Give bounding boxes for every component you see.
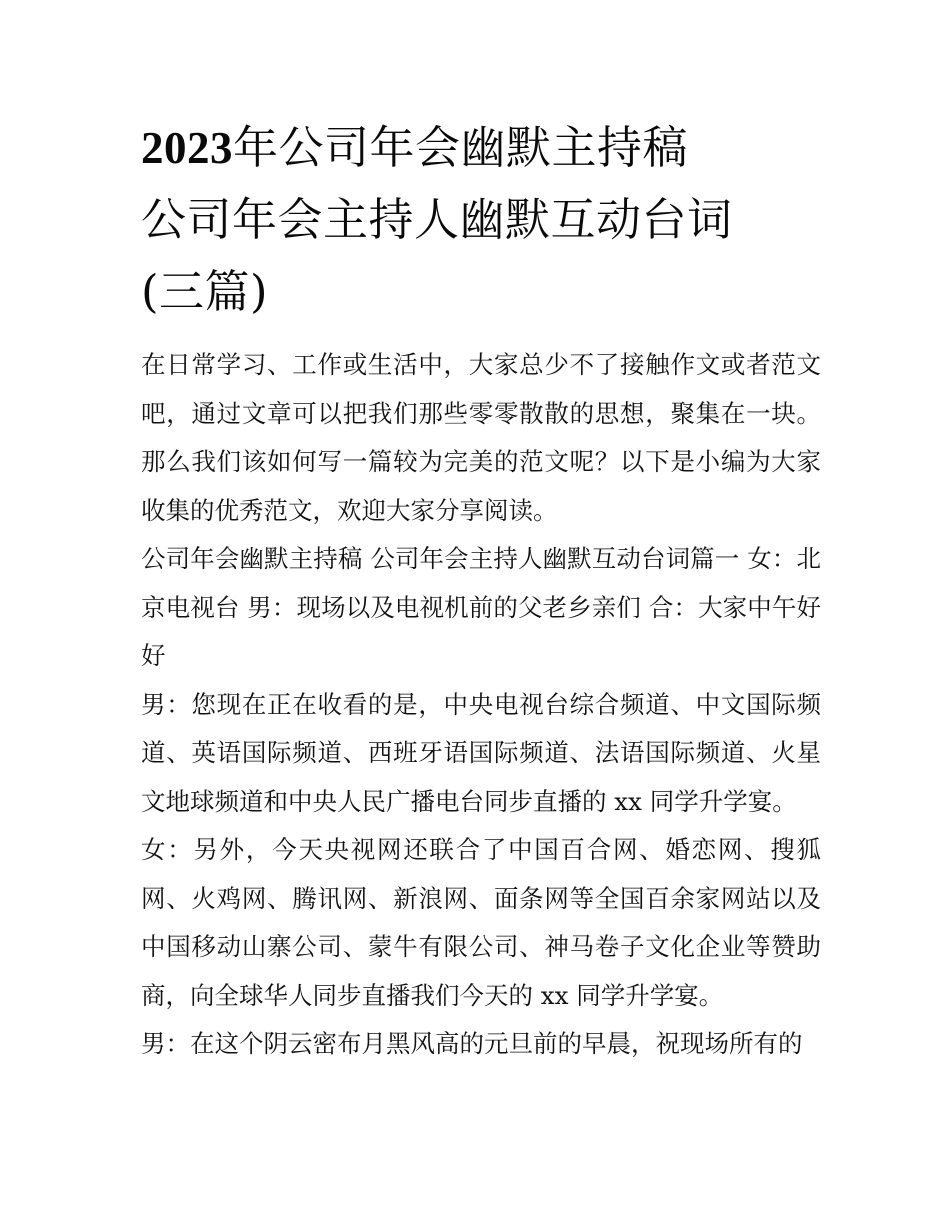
title-line-2: 公司年会主持人幽默互动台词	[141, 193, 733, 246]
document-body	[141, 341, 821, 1069]
paragraph-male-2: 男：在这个阴云密布月黑风高的元旦前的早晨，祝现场所有的	[141, 1029, 803, 1058]
paragraph-male-1: 男：您现在正在收看的是，中央电视台综合频道、中文国际频道、英语国际频道、西班牙语国际频道、法语国际频道、火星文地球频道和中央人民广播电台同步直播的 xx 同学升学宴。	[141, 689, 821, 816]
paragraph-female-1: 女：另外，今天央视网还联合了中国百合网、婚恋网、搜狐网、火鸡网、腾讯网、新浪网、面条网等全国百余家网站以及中国移动山寨公司、蒙牛有限公司、神马卷子文化企业等赞助商，向全球华人同步直播我们今天的 xx 同学升学宴。	[141, 835, 821, 1010]
paragraph-intro: 在日常学习、工作或生活中，大家总少不了接触作文或者范文吧，通过文章可以把我们那些零零散散的思想，聚集在一块。那么我们该如何写一篇较为完美的范文呢？以下是小编为大家收集的优秀范文，欢迎大家分享阅读。	[141, 350, 821, 525]
title-line-3: (三篇)	[141, 265, 269, 318]
document-title	[141, 112, 821, 328]
paragraph-opening: 公司年会幽默主持稿 公司年会主持人幽默互动台词篇一 女：北京电视台 男：现场以及电视机前的父老乡亲们 合：大家中午好好	[141, 544, 821, 670]
title-line-1-rest: 年公司年会幽默主持稿	[233, 121, 689, 174]
document-content	[141, 112, 821, 1069]
title-line-1	[141, 112, 821, 184]
title-year: 2023	[141, 123, 233, 173]
